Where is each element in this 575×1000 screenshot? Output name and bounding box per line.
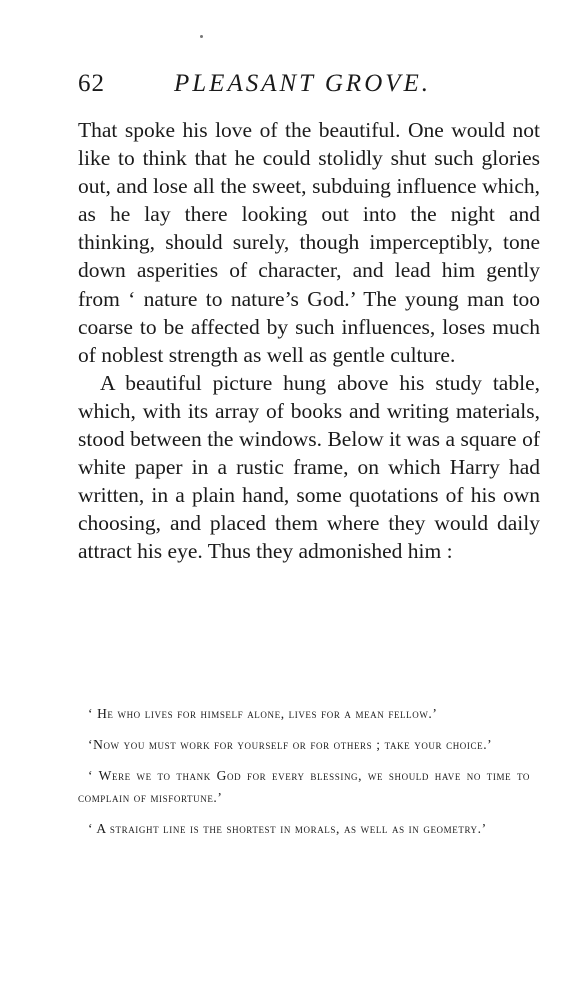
quotation: ‘ A straight line is the shortest in morals, as well as in geometry.’	[88, 821, 487, 836]
page-header	[78, 70, 540, 104]
paragraph: That spoke his love of the beautiful. One would not like to think that he could stolidly shut such glories out, and lose all the sweet, subduing influence which, as he lay there looking out into the night and thinking, should surely, though imperceptibly, tone down asperities of character, and lead him gently from ‘ nature to nature’s God.’ The young man too coarse to be affected by such influences, loses much of noblest strength as well as gentle culture.	[78, 118, 540, 367]
running-title: PLEASANT GROVE.	[174, 70, 432, 97]
quotations-list	[78, 703, 530, 849]
body-text	[78, 116, 540, 566]
print-speck	[200, 35, 203, 38]
quotation: ‘Now you must work for yourself or for others ; take your choice.’	[88, 737, 493, 752]
paragraph: A beautiful picture hung above his study table, which, with its array of books and writing materials, stood between the windows. Below it was a square of white paper in a rustic frame, on which Harry had written, in a plain hand, some quotations of his own choosing, and placed them where they would daily attract his eye. Thus they admonished him :	[78, 370, 540, 564]
quotation: ‘ Were we to thank God for every blessing, we should have no time to complain of misfortune.’	[78, 768, 530, 805]
page-number: 62	[78, 70, 105, 97]
quotation: ‘ He who lives for himself alone, lives for a mean fellow.’	[88, 706, 438, 721]
